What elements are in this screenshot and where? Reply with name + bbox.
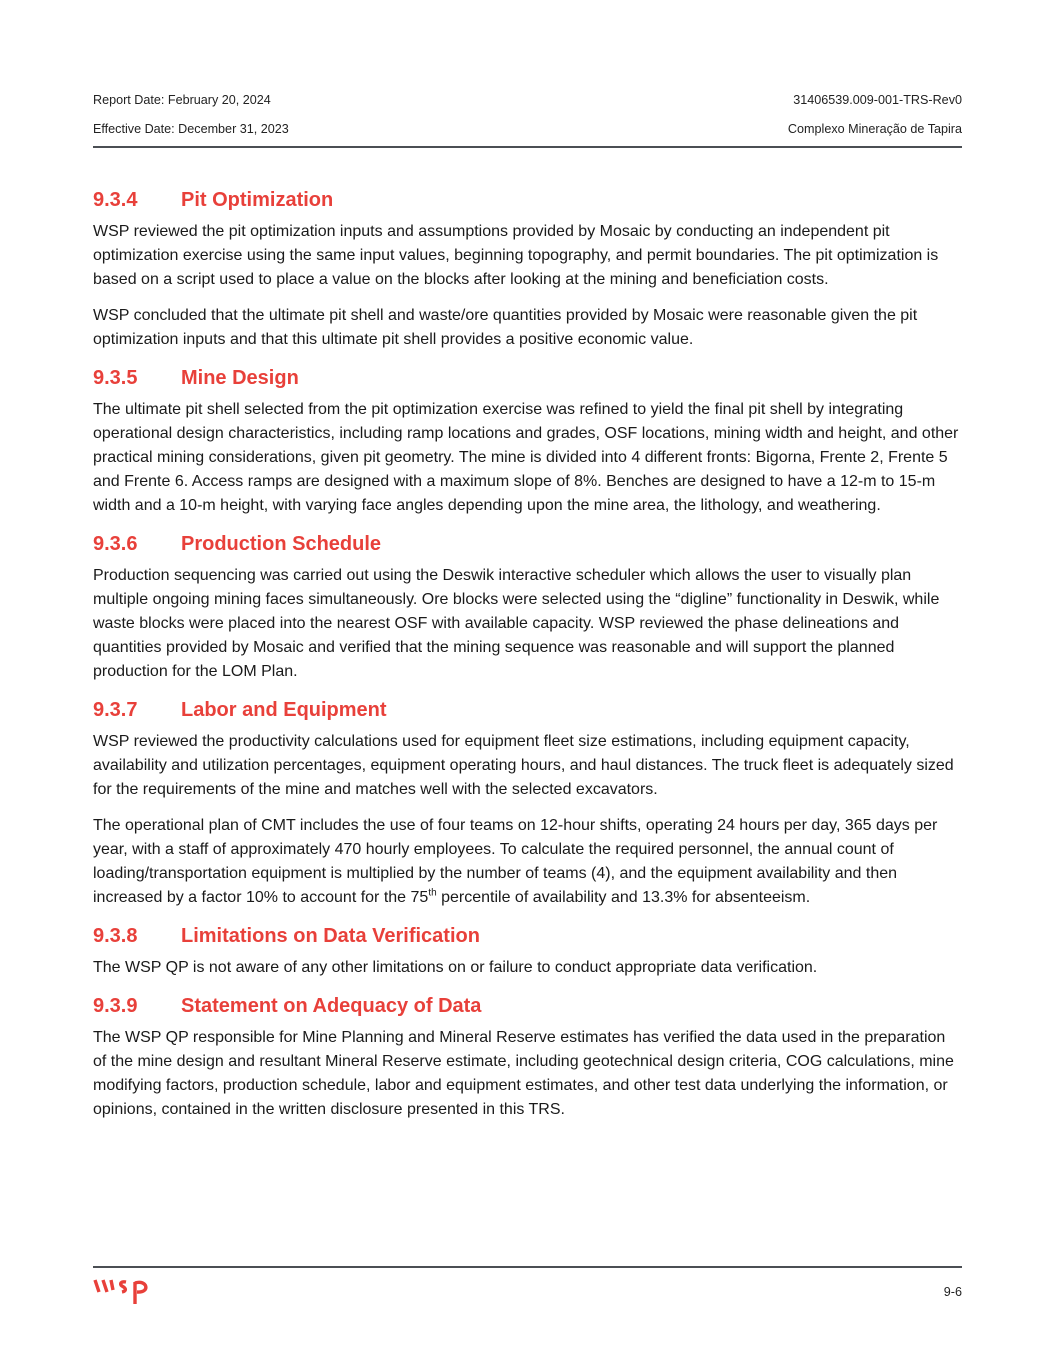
section-title: Labor and Equipment xyxy=(181,699,387,721)
section-number: 9.3.6 xyxy=(93,533,138,555)
paragraph: The WSP QP is not aware of any other limitations on or failure to conduct appropriate data verification. xyxy=(93,959,818,976)
paragraph: WSP concluded that the ultimate pit shell and waste/ore quantities provided by Mosaic were reasonable given the pit optimization inputs and that this ultimate pit shell provides a positive economic value. xyxy=(93,307,918,348)
paragraph xyxy=(93,814,962,910)
section-number: 9.3.8 xyxy=(93,925,138,947)
section-number: 9.3.7 xyxy=(93,699,138,721)
section-title: Limitations on Data Verification xyxy=(181,925,480,947)
document-number: 31406539.009-001-TRS-Rev0 xyxy=(793,93,962,107)
document-body xyxy=(93,186,962,1134)
section-heading-9-3-8 xyxy=(93,922,962,950)
section-heading-9-3-7 xyxy=(93,696,962,724)
footer-divider xyxy=(93,1266,962,1268)
header-row-2 xyxy=(93,122,962,136)
section-title: Statement on Adequacy of Data xyxy=(181,995,482,1017)
report-date: Report Date: February 20, 2024 xyxy=(93,93,271,107)
wsp-logo-icon xyxy=(93,1276,157,1306)
project-name: Complexo Mineração de Tapira xyxy=(787,122,962,136)
paragraph: WSP reviewed the pit optimization inputs and assumptions provided by Mosaic by conducting an independent pit optimization exercise using the same input values, beginning topography, and permit boundaries. The pit optimization is based on a script used to place a value on the blocks after looking at the mining and beneficiation costs. xyxy=(93,223,939,288)
section-title: Pit Optimization xyxy=(181,189,334,211)
paragraph-text: The operational plan of CMT includes the use of four teams on 12-hour shifts, operating 24 hours per day, 365 days per year, with a staff of approximately 470 hourly employees. To calculate the required personnel, the annual count of loading/transportation equipment is multiplied by the number of teams (4), and the equipment availability and then increased by a factor 10% to account for the 75 xyxy=(93,817,938,906)
paragraph: The WSP QP responsible for Mine Planning and Mineral Reserve estimates has verified the data used in the preparation of the mine design and resultant Mineral Reserve estimate, including geotechnical design criteria, COG calculations, mine modifying factors, production schedule, labor and equipment estimates, and other test data underlying the information, or opinions, contained in the written disclosure presented in this TRS. xyxy=(93,1029,954,1118)
section-heading-9-3-9 xyxy=(93,992,962,1020)
section-title: Mine Design xyxy=(181,367,299,389)
paragraph: WSP reviewed the productivity calculations used for equipment fleet size estimations, including equipment capacity, availability and utilization percentages, equipment operating hours, and haul distances. The truck fleet is adequately sized for the requirements of the mine and matches well with the selected excavators. xyxy=(93,733,954,798)
section-number: 9.3.9 xyxy=(93,995,138,1017)
section-heading-9-3-6 xyxy=(93,530,962,558)
paragraph: Production sequencing was carried out using the Deswik interactive scheduler which allows the user to visually plan multiple ongoing mining faces simultaneously. Ore blocks were selected using the “digline” functionality in Deswik, while waste blocks were placed into the nearest OSF with available capacity. WSP reviewed the phase delineations and quantities provided by Mosaic and verified that the mining sequence was reasonable and will support the planned production for the LOM Plan. xyxy=(93,567,940,680)
section-number: 9.3.4 xyxy=(93,189,138,211)
header-divider xyxy=(93,146,962,148)
paragraph-text: percentile of availability and 13.3% for absenteeism. xyxy=(436,889,811,906)
section-number: 9.3.5 xyxy=(93,367,138,389)
header-row-1 xyxy=(93,93,962,107)
effective-date: Effective Date: December 31, 2023 xyxy=(93,122,289,136)
section-heading-9-3-5 xyxy=(93,364,962,392)
page-number: 9-6 xyxy=(943,1285,962,1299)
section-heading-9-3-4 xyxy=(93,186,962,214)
section-title: Production Schedule xyxy=(181,533,382,555)
superscript: th xyxy=(428,887,437,899)
paragraph: The ultimate pit shell selected from the pit optimization exercise was refined to yield the final pit shell by integrating operational design characteristics, including ramp locations and grades, OSF locations, mining width and height, and other practical mining considerations, given pit geometry. The mine is divided into 4 different fronts: Bigorna, Frente 2, Frente 5 and Frente 6. Access ramps are designed with a maximum slope of 8%. Benches are designed to have a 12-m to 15-m width and a 10-m height, with varying face angles depending upon the mine area, the lithology, and weathering. xyxy=(93,401,959,514)
